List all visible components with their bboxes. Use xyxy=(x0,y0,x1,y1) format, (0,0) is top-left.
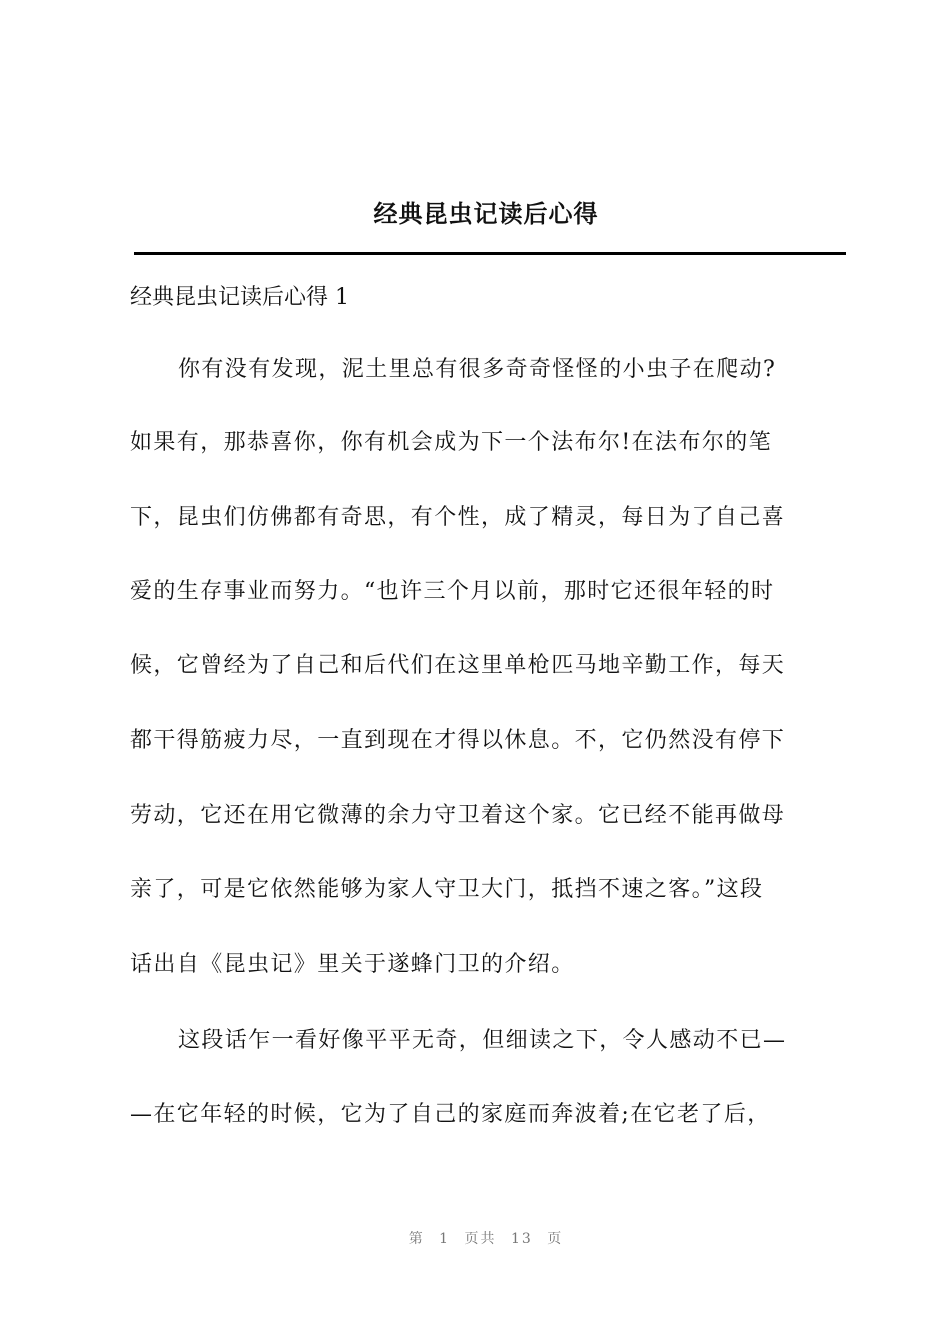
paragraph-line: 亲了，可是它依然能够为家人守卫大门，抵挡不速之客。”这段 xyxy=(130,877,764,902)
title-divider xyxy=(134,252,846,255)
paragraph-line: 话出自《昆虫记》里关于遂蜂门卫的介绍。 xyxy=(130,952,575,977)
page-number-footer: 第 1 页共 13 页 xyxy=(408,1231,564,1247)
paragraph-line: 劳动，它还在用它微薄的余力守卫着这个家。它已经不能再做母 xyxy=(130,803,786,828)
section-heading: 经典昆虫记读后心得 1 xyxy=(130,285,349,310)
paragraph-line: 下，昆虫们仿佛都有奇思，有个性，成了精灵，每日为了自己喜 xyxy=(130,505,786,530)
paragraph-line: —在它年轻的时候，它为了自己的家庭而奔波着;在它老了后， xyxy=(130,1102,771,1127)
document-title: 经典昆虫记读后心得 xyxy=(373,199,599,228)
paragraph-line: 候，它曾经为了自己和后代们在这里单枪匹马地辛勤工作，每天 xyxy=(130,653,786,678)
paragraph-line: 你有没有发现，泥土里总有很多奇奇怪怪的小虫子在爬动? xyxy=(178,357,777,382)
paragraph-line: 爱的生存事业而努力。“也许三个月以前，那时它还很年轻的时 xyxy=(130,579,775,604)
paragraph-line: 都干得筋疲力尽，一直到现在才得以休息。不，它仍然没有停下 xyxy=(130,728,786,753)
paragraph-line: 如果有，那恭喜你，你有机会成为下一个法布尔!在法布尔的笔 xyxy=(130,430,773,455)
paragraph-line: 这段话乍一看好像平平无奇，但细读之下，令人感动不已— xyxy=(178,1028,787,1053)
